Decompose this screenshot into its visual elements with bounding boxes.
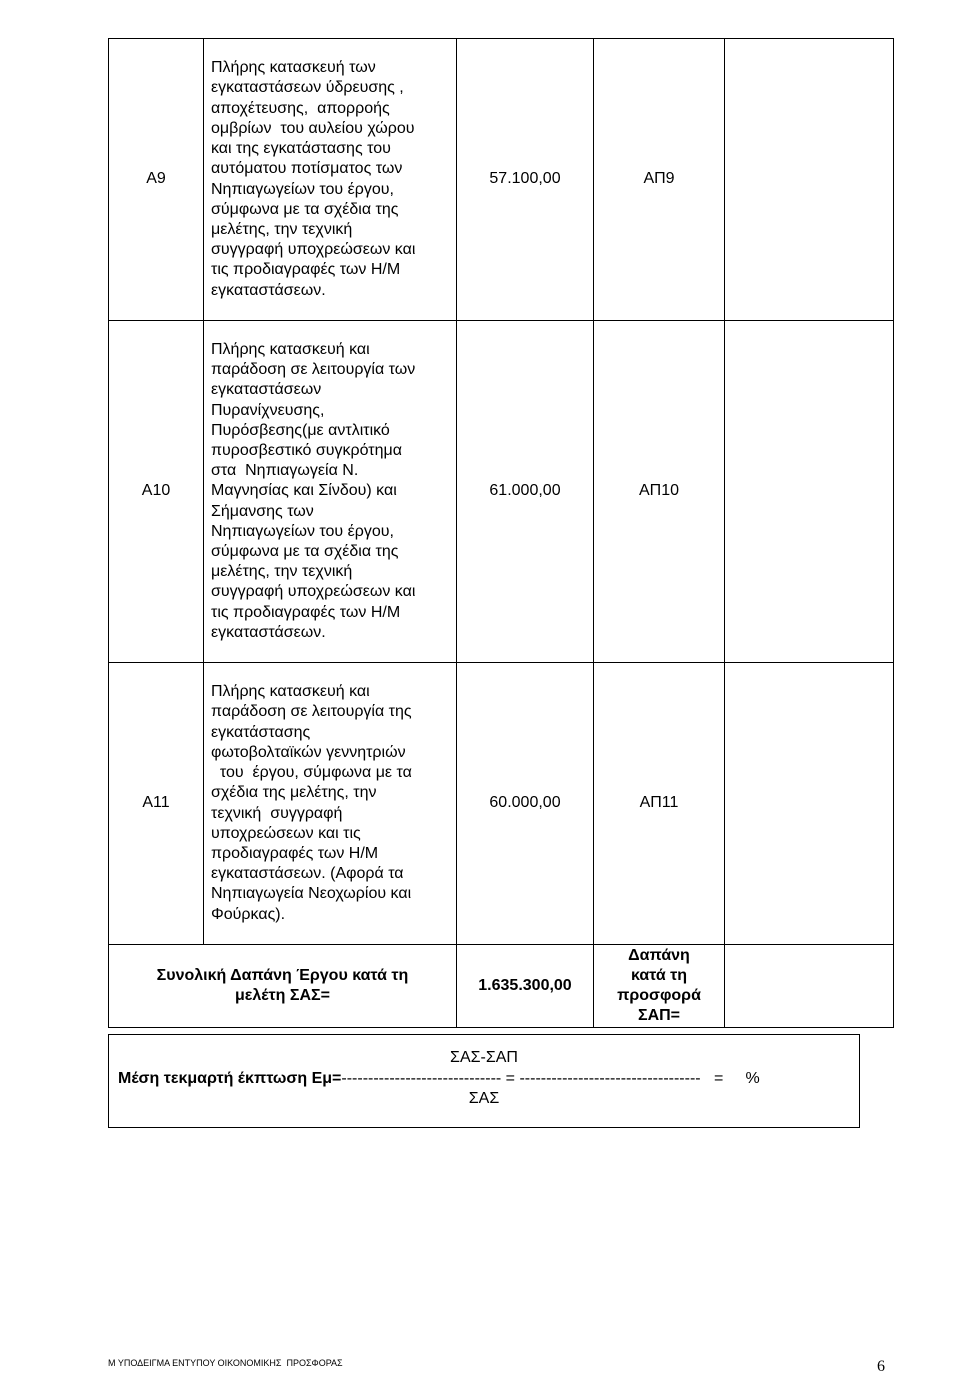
description-line: Πυρανίχνευσης, bbox=[211, 401, 325, 419]
formula-dashes: ---------------------------------- bbox=[519, 1070, 701, 1087]
description-line: Φούρκας). bbox=[211, 905, 286, 923]
total-amount: 1.635.300,00 bbox=[457, 945, 594, 1028]
description-line: Σήμανσης των bbox=[211, 502, 314, 520]
description-line: Πλήρης κατασκευή και bbox=[211, 340, 370, 358]
description-line: συγγραφή υποχρεώσεων και bbox=[211, 241, 416, 259]
formula-line bbox=[118, 1070, 760, 1088]
footer-title: Μ ΥΠΟΔΕΙΓΜΑ ΕΝΤΥΠΟΥ ΟΙΚΟΝΟΜΙΚΗΣ ΠΡΟΣΦΟΡΑΣ bbox=[108, 1358, 343, 1368]
bid-label-line: προσφορά bbox=[617, 987, 701, 1004]
description-line: σχέδια της μελέτης, την bbox=[211, 784, 377, 802]
description-line: τεχνική συγγραφή bbox=[211, 804, 343, 822]
item-code: Α11 bbox=[109, 663, 204, 945]
description-line: παράδοση σε λειτουργία της bbox=[211, 703, 412, 721]
formula-denominator: ΣΑΣ bbox=[468, 1090, 500, 1107]
table-row bbox=[109, 663, 894, 945]
item-description bbox=[204, 321, 457, 663]
item-description bbox=[204, 39, 457, 321]
bid-label-line: Δαπάνη bbox=[628, 946, 690, 964]
discount-formula-box bbox=[108, 1034, 860, 1128]
total-label-line: μελέτη ΣΑΣ= bbox=[235, 987, 330, 1004]
description-line: στα Νηπιαγωγεία Ν. bbox=[211, 462, 359, 480]
description-line: συγγραφή υποχρεώσεων και bbox=[211, 583, 416, 601]
formula-numerator: ΣΑΣ-ΣΑΠ bbox=[450, 1049, 518, 1066]
description-line: πυροσβεστικό συγκρότημα bbox=[211, 441, 402, 459]
description-line: Πλήρης κατασκευή των bbox=[211, 59, 376, 77]
description-line: αποχέτευσης, απορροής bbox=[211, 99, 390, 117]
description-line: εγκαταστάσεων bbox=[211, 381, 322, 399]
price-table bbox=[108, 38, 894, 1028]
page-number: 6 bbox=[877, 1358, 885, 1375]
item-ap-code: ΑΠ10 bbox=[594, 321, 725, 663]
description-line: τις προδιαγραφές των Η/Μ bbox=[211, 603, 401, 621]
bid-label-line: κατά τη bbox=[630, 966, 688, 984]
bid-label-line: ΣΑΠ= bbox=[637, 1007, 681, 1025]
description-line: Νηπιαγωγείων του έργου, bbox=[211, 522, 394, 540]
description-line: σύμφωνα με τα σχέδια της bbox=[211, 200, 399, 218]
bid-total-label bbox=[594, 945, 725, 1028]
item-bid-cell bbox=[725, 39, 894, 321]
item-bid-cell bbox=[725, 321, 894, 663]
item-amount: 57.100,00 bbox=[457, 39, 594, 321]
item-description bbox=[204, 663, 457, 945]
description-line: εγκαταστάσεων ύδρευσης , bbox=[211, 79, 404, 97]
description-line: μελέτης, την τεχνική bbox=[211, 563, 353, 581]
description-line: ομβρίων του αυλείου χώρου bbox=[211, 119, 415, 137]
formula-equals: = bbox=[501, 1070, 520, 1087]
item-ap-code: ΑΠ9 bbox=[594, 39, 725, 321]
description-lines bbox=[211, 340, 452, 643]
item-amount: 60.000,00 bbox=[457, 663, 594, 945]
description-line: αυτόματου ποτίσματος των bbox=[211, 160, 403, 178]
description-line: παράδοση σε λειτουργία των bbox=[211, 361, 416, 379]
description-line: σύμφωνα με τα σχέδια της bbox=[211, 543, 399, 560]
description-line: εγκαταστάσεων. bbox=[211, 623, 326, 641]
description-line: και της εγκατάστασης του bbox=[211, 140, 391, 158]
formula-dashes: ------------------------------ bbox=[341, 1070, 502, 1087]
description-line: προδιαγραφές των Η/Μ bbox=[211, 844, 379, 862]
description-line: εγκαταστάσεων. (Αφορά τα bbox=[211, 865, 404, 883]
item-ap-code: ΑΠ11 bbox=[594, 663, 725, 945]
table-row bbox=[109, 39, 894, 321]
description-line: Νηπιαγωγείων του έργου, bbox=[211, 180, 394, 198]
item-bid-cell bbox=[725, 663, 894, 945]
total-label bbox=[109, 945, 457, 1028]
formula-label: Μέση τεκμαρτή έκπτωση Εμ= bbox=[118, 1070, 342, 1087]
description-lines bbox=[211, 682, 452, 924]
table-row bbox=[109, 321, 894, 663]
description-line: Πλήρης κατασκευή και bbox=[211, 683, 370, 701]
description-line: υποχρεώσεων και τις bbox=[211, 824, 361, 842]
description-line: του έργου, σύμφωνα με τα bbox=[211, 764, 412, 782]
bid-total-cell bbox=[725, 945, 894, 1028]
description-line: εγκαταστάσεων. bbox=[211, 281, 326, 299]
description-line: Πυρόσβεσης(με αντλιτικό bbox=[211, 421, 390, 439]
item-code: Α9 bbox=[109, 39, 204, 321]
description-line: τις προδιαγραφές των Η/Μ bbox=[211, 261, 401, 279]
description-line: μελέτης, την τεχνική bbox=[211, 220, 353, 238]
total-label-line: Συνολική Δαπάνη Έργου κατά τη bbox=[156, 966, 409, 984]
item-amount: 61.000,00 bbox=[457, 321, 594, 663]
total-row bbox=[109, 945, 894, 1028]
description-line: εγκατάστασης bbox=[211, 723, 311, 741]
description-line: Νηπιαγωγεία Νεοχωρίου και bbox=[211, 885, 412, 903]
formula-percent: = % bbox=[700, 1070, 760, 1087]
item-code: Α10 bbox=[109, 321, 204, 663]
description-line: Μαγνησίας και Σίνδου) και bbox=[211, 482, 397, 500]
description-lines bbox=[211, 58, 452, 300]
description-line: φωτοβολταϊκών γεννητριών bbox=[211, 743, 406, 761]
